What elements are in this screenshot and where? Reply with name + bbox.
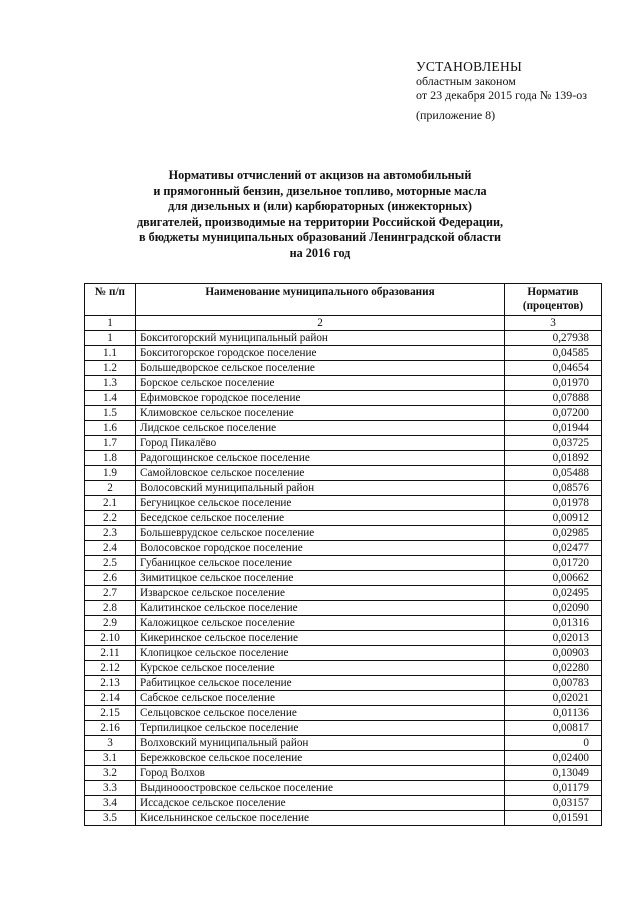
table-row xyxy=(85,391,602,406)
row-number: 2.5 xyxy=(85,556,136,571)
row-norm-value: 0,01316 xyxy=(505,616,602,631)
row-municipality-name: Климовское сельское поселение xyxy=(136,406,505,421)
table-row xyxy=(85,646,602,661)
table-row xyxy=(85,661,602,676)
table-row xyxy=(85,676,602,691)
table-row xyxy=(85,406,602,421)
row-municipality-name: Рабитицкое сельское поселение xyxy=(136,676,505,691)
row-municipality-name: Бокситогорский муниципальный район xyxy=(136,331,505,346)
row-number: 1.3 xyxy=(85,376,136,391)
row-number: 2.9 xyxy=(85,616,136,631)
row-number: 1.6 xyxy=(85,421,136,436)
row-norm-value: 0,01136 xyxy=(505,706,602,721)
row-municipality-name: Иссадское сельское поселение xyxy=(136,796,505,811)
approval-heading: УСТАНОВЛЕНЫ xyxy=(416,59,523,74)
table-row xyxy=(85,331,602,346)
title-line-3: для дизельных и (или) карбюраторных (инжекторных) xyxy=(168,199,472,214)
row-number: 3 xyxy=(85,736,136,751)
row-norm-value: 0,03725 xyxy=(505,436,602,451)
row-municipality-name: Самойловское сельское поселение xyxy=(136,466,505,481)
row-norm-value: 0,03157 xyxy=(505,796,602,811)
row-number: 3.4 xyxy=(85,796,136,811)
row-number: 1.7 xyxy=(85,436,136,451)
table-row xyxy=(85,691,602,706)
column-number: 1 xyxy=(85,316,136,331)
row-norm-value: 0,01978 xyxy=(505,496,602,511)
row-norm-value: 0,01179 xyxy=(505,781,602,796)
table-row xyxy=(85,481,602,496)
row-number: 2 xyxy=(85,481,136,496)
row-municipality-name: Лидское сельское поселение xyxy=(136,421,505,436)
row-norm-value: 0,01970 xyxy=(505,376,602,391)
row-number: 2.6 xyxy=(85,571,136,586)
row-norm-value: 0,02280 xyxy=(505,661,602,676)
row-norm-value: 0,08576 xyxy=(505,481,602,496)
row-municipality-name: Губаницкое сельское поселение xyxy=(136,556,505,571)
row-norm-value: 0,07200 xyxy=(505,406,602,421)
row-municipality-name: Терпилицкое сельское поселение xyxy=(136,721,505,736)
row-number: 2.8 xyxy=(85,601,136,616)
column-number: 2 xyxy=(136,316,505,331)
row-norm-value: 0,00817 xyxy=(505,721,602,736)
row-norm-value: 0,02985 xyxy=(505,526,602,541)
row-number: 2.4 xyxy=(85,541,136,556)
row-municipality-name: Бокситогорское городское поселение xyxy=(136,346,505,361)
table-row xyxy=(85,736,602,751)
document-title xyxy=(100,168,540,262)
row-norm-value: 0,02495 xyxy=(505,586,602,601)
header-norm xyxy=(505,284,602,316)
header-num: № п/п xyxy=(85,284,136,316)
table-body xyxy=(85,331,602,826)
table-row xyxy=(85,631,602,646)
row-municipality-name: Курское сельское поселение xyxy=(136,661,505,676)
norms-table xyxy=(84,283,602,826)
approval-date: от 23 декабря 2015 года № 139-оз xyxy=(416,88,588,102)
row-norm-value: 0,02400 xyxy=(505,751,602,766)
row-number: 2.16 xyxy=(85,721,136,736)
title-line-2: и прямогонный бензин, дизельное топливо, моторные масла xyxy=(153,183,487,198)
row-municipality-name: Большеврудское сельское поселение xyxy=(136,526,505,541)
table-row xyxy=(85,346,602,361)
title-line-5: в бюджеты муниципальных образований Ленинградской области xyxy=(139,230,501,245)
table-row xyxy=(85,766,602,781)
row-norm-value: 0,01892 xyxy=(505,451,602,466)
table-row xyxy=(85,526,602,541)
title-line-6: на 2016 год xyxy=(289,245,351,260)
row-municipality-name: Калитинское сельское поселение xyxy=(136,601,505,616)
approval-appendix: (приложение 8) xyxy=(416,108,496,122)
row-municipality-name: Ефимовское городское поселение xyxy=(136,391,505,406)
row-norm-value: 0 xyxy=(505,736,602,751)
table-row xyxy=(85,751,602,766)
row-norm-value: 0,02477 xyxy=(505,541,602,556)
row-municipality-name: Клопицкое сельское поселение xyxy=(136,646,505,661)
column-number-row xyxy=(85,316,602,331)
row-municipality-name: Выдинооостровское сельское поселение xyxy=(136,781,505,796)
row-municipality-name: Кисельнинское сельское поселение xyxy=(136,811,505,826)
table-row xyxy=(85,436,602,451)
row-norm-value: 0,00783 xyxy=(505,676,602,691)
table-row xyxy=(85,706,602,721)
row-municipality-name: Сельцовское сельское поселение xyxy=(136,706,505,721)
header-name: Наименование муниципального образования xyxy=(136,284,505,316)
table-header-row xyxy=(85,284,602,316)
table-row xyxy=(85,361,602,376)
row-norm-value: 0,13049 xyxy=(505,766,602,781)
table-row xyxy=(85,541,602,556)
row-norm-value: 0,02090 xyxy=(505,601,602,616)
row-norm-value: 0,04585 xyxy=(505,346,602,361)
row-number: 2.14 xyxy=(85,691,136,706)
row-municipality-name: Волосовское городское поселение xyxy=(136,541,505,556)
row-municipality-name: Радогощинское сельское поселение xyxy=(136,451,505,466)
table-row xyxy=(85,811,602,826)
row-municipality-name: Кикеринское сельское поселение xyxy=(136,631,505,646)
title-line-4: двигателей, производимые на территории Российской Федерации, xyxy=(136,214,504,229)
row-number: 2.13 xyxy=(85,676,136,691)
row-number: 2.10 xyxy=(85,631,136,646)
row-municipality-name: Бегуницкое сельское поселение xyxy=(136,496,505,511)
row-norm-value: 0,01720 xyxy=(505,556,602,571)
header-norm-line-2: (процентов) xyxy=(522,300,584,312)
table-row xyxy=(85,556,602,571)
row-norm-value: 0,01591 xyxy=(505,811,602,826)
row-number: 1.9 xyxy=(85,466,136,481)
row-municipality-name: Большедворское сельское поселение xyxy=(136,361,505,376)
column-number: 3 xyxy=(505,316,602,331)
row-number: 3.1 xyxy=(85,751,136,766)
title-line-1: Нормативы отчислений от акцизов на автомобильный xyxy=(168,168,472,182)
table-row xyxy=(85,466,602,481)
row-number: 1.1 xyxy=(85,346,136,361)
row-norm-value: 0,04654 xyxy=(505,361,602,376)
row-number: 2.15 xyxy=(85,706,136,721)
row-number: 1.8 xyxy=(85,451,136,466)
table-row xyxy=(85,421,602,436)
row-municipality-name: Борское сельское поселение xyxy=(136,376,505,391)
table-row xyxy=(85,571,602,586)
table-row xyxy=(85,796,602,811)
row-number: 2.12 xyxy=(85,661,136,676)
row-municipality-name: Зимитицкое сельское поселение xyxy=(136,571,505,586)
row-number: 1.2 xyxy=(85,361,136,376)
row-norm-value: 0,05488 xyxy=(505,466,602,481)
row-norm-value: 0,27938 xyxy=(505,331,602,346)
row-municipality-name: Волосовский муниципальный район xyxy=(136,481,505,496)
row-number: 1.4 xyxy=(85,391,136,406)
row-number: 2.1 xyxy=(85,496,136,511)
table-row xyxy=(85,451,602,466)
table-row xyxy=(85,781,602,796)
row-number: 3.5 xyxy=(85,811,136,826)
table-row xyxy=(85,616,602,631)
table-row xyxy=(85,496,602,511)
row-municipality-name: Город Пикалёво xyxy=(136,436,505,451)
row-municipality-name: Каложицкое сельское поселение xyxy=(136,616,505,631)
row-number: 3.3 xyxy=(85,781,136,796)
approval-law: областным законом xyxy=(416,74,516,88)
row-norm-value: 0,00903 xyxy=(505,646,602,661)
approval-stamp xyxy=(416,60,587,122)
row-norm-value: 0,00662 xyxy=(505,571,602,586)
row-municipality-name: Город Волхов xyxy=(136,766,505,781)
row-municipality-name: Беседское сельское поселение xyxy=(136,511,505,526)
row-norm-value: 0,00912 xyxy=(505,511,602,526)
table-row xyxy=(85,376,602,391)
row-norm-value: 0,01944 xyxy=(505,421,602,436)
row-norm-value: 0,07888 xyxy=(505,391,602,406)
row-number: 2.11 xyxy=(85,646,136,661)
row-norm-value: 0,02021 xyxy=(505,691,602,706)
row-norm-value: 0,02013 xyxy=(505,631,602,646)
row-municipality-name: Волховский муниципальный район xyxy=(136,736,505,751)
row-number: 2.2 xyxy=(85,511,136,526)
table-row xyxy=(85,586,602,601)
table-row xyxy=(85,601,602,616)
row-number: 1.5 xyxy=(85,406,136,421)
row-municipality-name: Бережковское сельское поселение xyxy=(136,751,505,766)
header-norm-line-1: Норматив xyxy=(527,286,579,298)
row-number: 1 xyxy=(85,331,136,346)
table-row xyxy=(85,511,602,526)
row-number: 2.3 xyxy=(85,526,136,541)
row-number: 2.7 xyxy=(85,586,136,601)
table-row xyxy=(85,721,602,736)
row-municipality-name: Изварское сельское поселение xyxy=(136,586,505,601)
row-number: 3.2 xyxy=(85,766,136,781)
row-municipality-name: Сабское сельское поселение xyxy=(136,691,505,706)
